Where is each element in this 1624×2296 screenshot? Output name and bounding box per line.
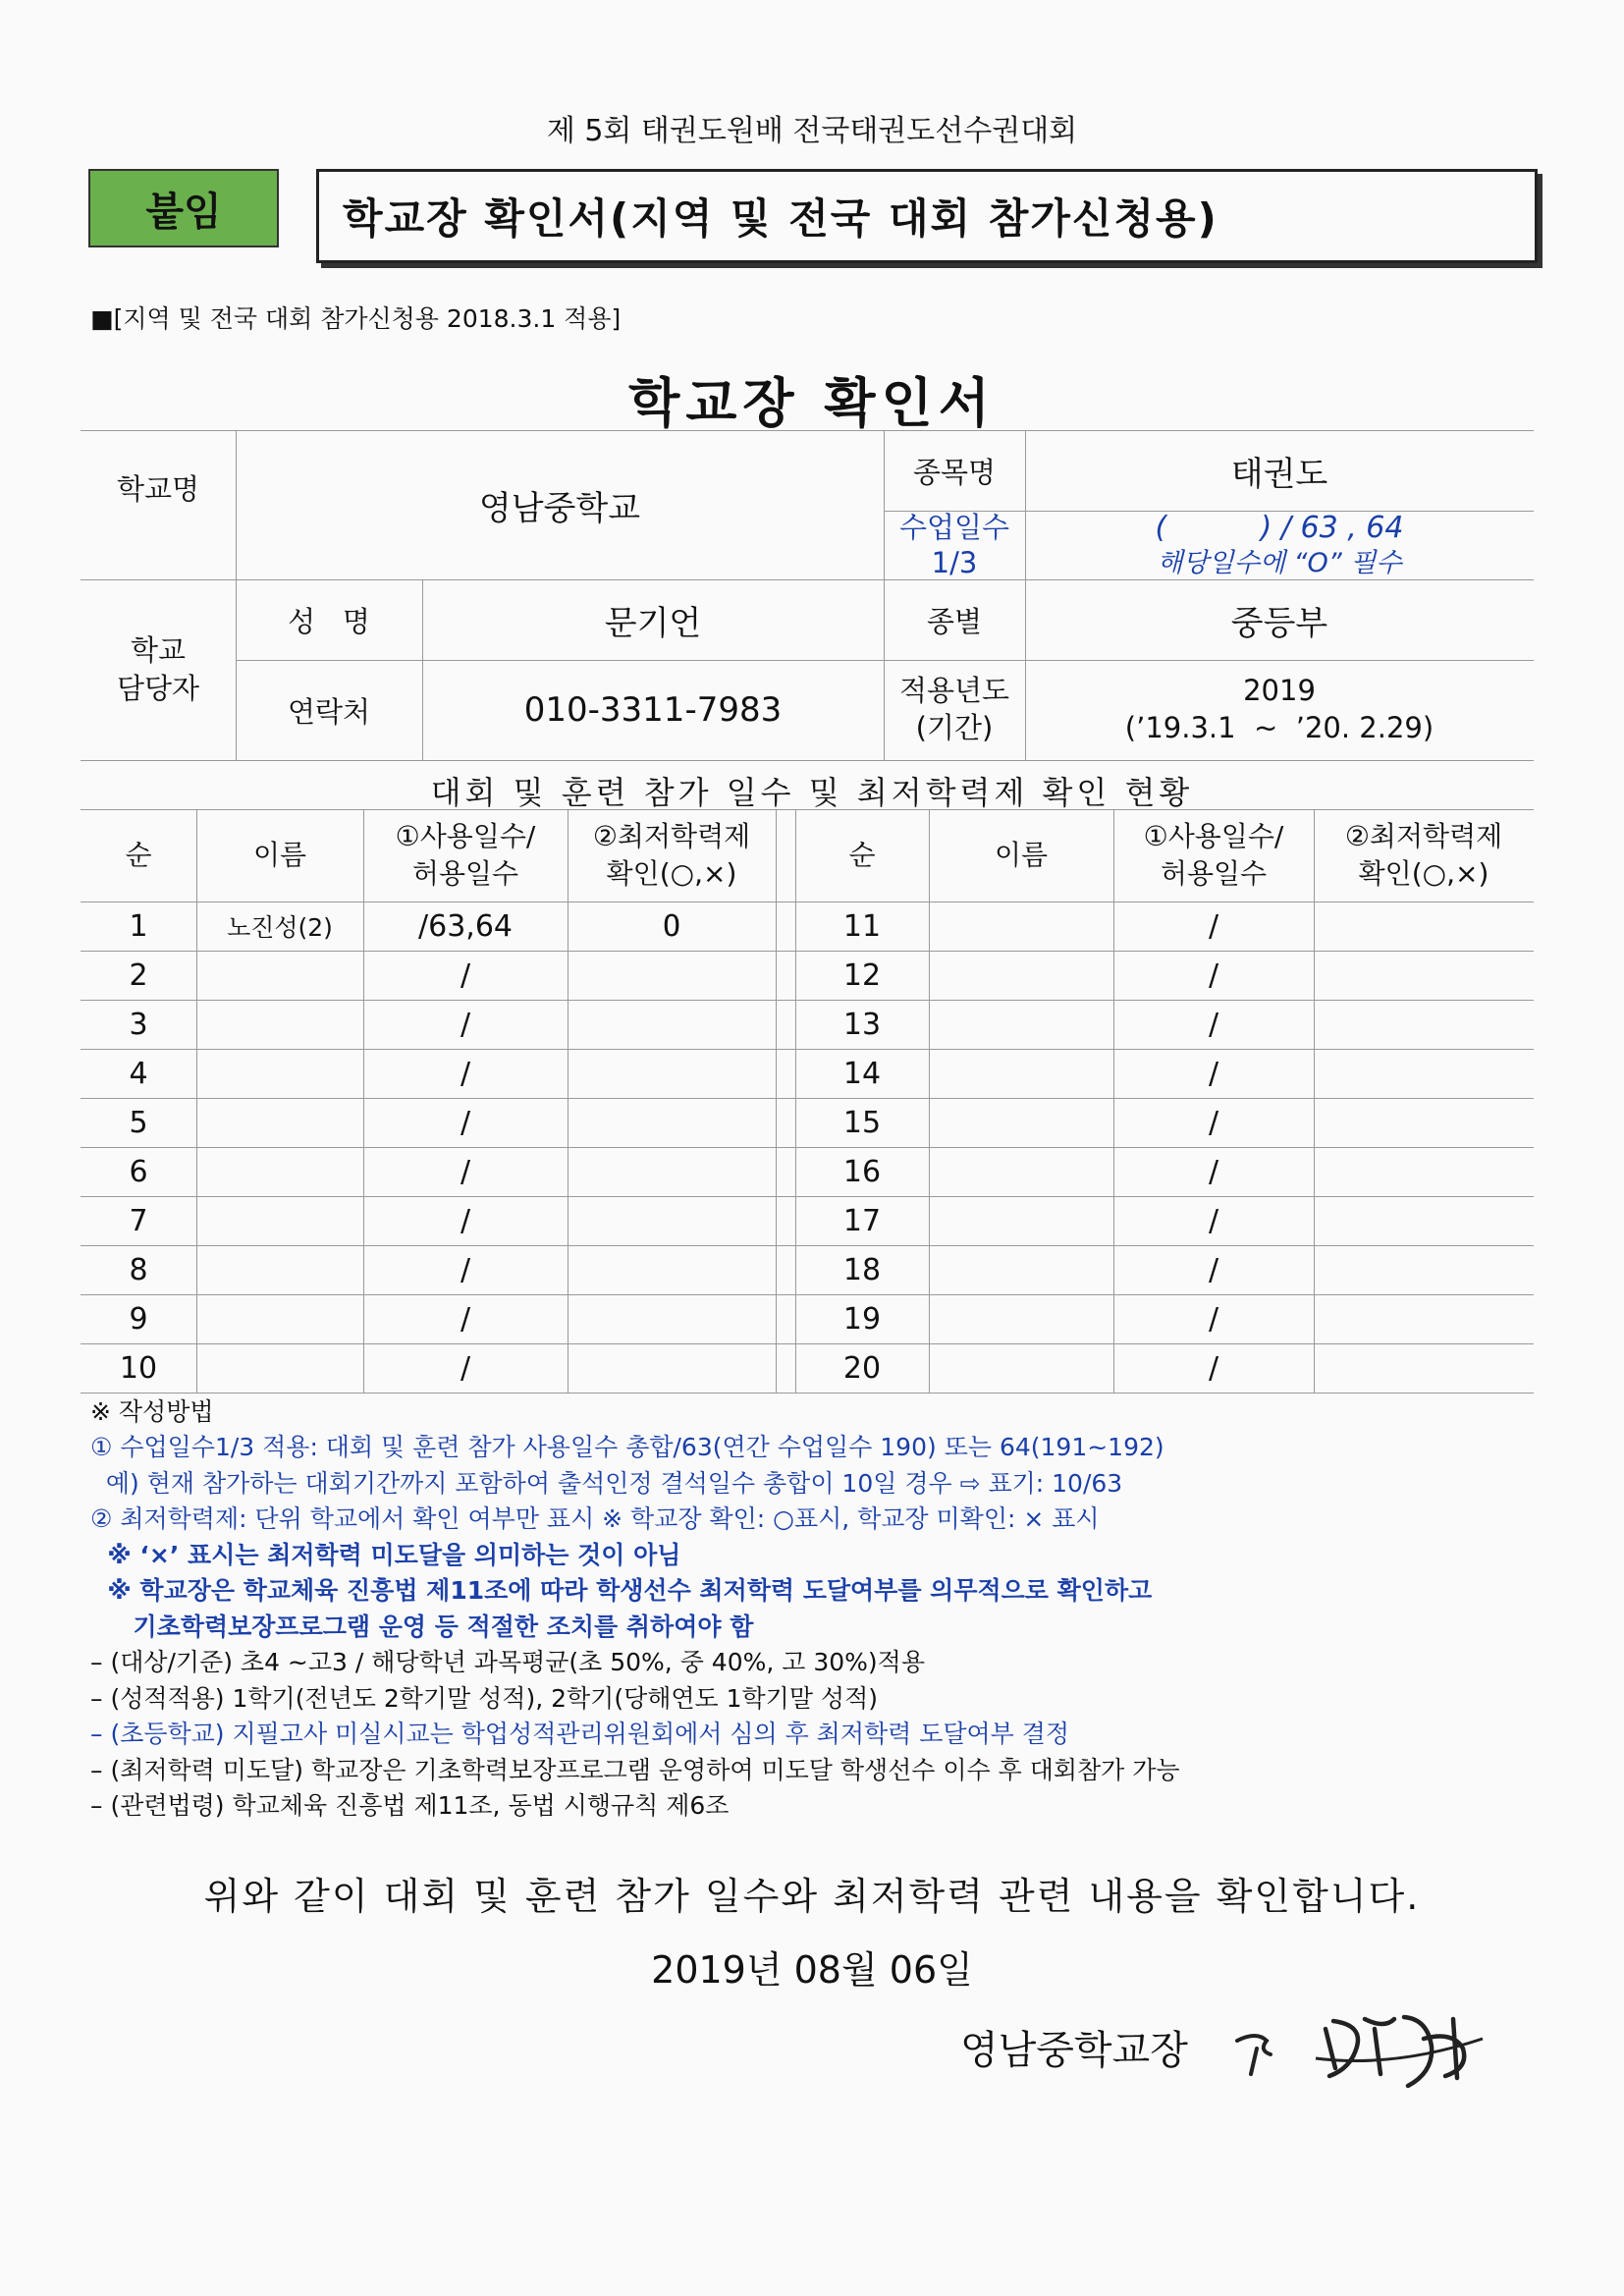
manager-name: 문기언 — [604, 603, 702, 643]
contact-phone: 010-3311-7983 — [523, 690, 783, 730]
contact-label: 연락처 — [287, 694, 371, 729]
principal-title: 영남중학교장 — [960, 2028, 1188, 2073]
instruction-line: ① 수업일수1/3 적용: 대회 및 훈련 참가 사용일수 총합/63(연간 수업일수 190) 또는 64(191~192) — [90, 1433, 1164, 1461]
year-label-line2: (기간) — [915, 711, 994, 744]
manager-label-line2: 담당자 — [116, 672, 200, 705]
col-header-no-right: 순 — [848, 839, 876, 872]
right-row-days-cell: / — [1208, 908, 1219, 944]
right-row-name-cell — [929, 1098, 1113, 1147]
col-header-name-left: 이름 — [252, 839, 307, 872]
confirmation-statement: 위와 같이 대회 및 훈련 참가 일수와 최저학력 관련 내용을 확인합니다. — [203, 1875, 1421, 1918]
sport-label: 종목명 — [912, 455, 997, 489]
division: 중등부 — [1230, 603, 1328, 643]
right-row-name-cell — [929, 1000, 1113, 1049]
left-row-mark-cell — [568, 951, 776, 1000]
left-row-no-cell: 1 — [129, 908, 148, 944]
left-row-no-cell: 6 — [129, 1154, 148, 1189]
left-row-name-cell — [196, 1147, 363, 1196]
left-row-days-cell: / — [460, 1056, 471, 1091]
right-row-days-cell: / — [1208, 1154, 1219, 1189]
principal-seal-signature — [1218, 1999, 1512, 2088]
instruction-line: – (대상/기준) 초4 ~고3 / 해당학년 과목평균(초 50%, 중 40%, 고 30%)적용 — [90, 1648, 925, 1676]
left-row-mark-cell — [568, 1294, 776, 1343]
right-row-no-cell: 17 — [842, 1203, 882, 1238]
right-row-mark-cell — [1314, 1343, 1534, 1393]
sport: 태권도 — [1230, 454, 1328, 494]
right-row-no-cell: 13 — [842, 1007, 882, 1042]
col-header-days-right — [1113, 809, 1314, 902]
right-row-no-cell: 14 — [842, 1056, 882, 1091]
right-row-mark-cell — [1314, 1147, 1534, 1196]
right-row-days-cell: / — [1208, 957, 1219, 993]
left-row-name-cell — [196, 951, 363, 1000]
attachment-badge: 붙임 — [88, 169, 279, 247]
right-row-no-cell: 19 — [842, 1301, 882, 1337]
col-header-acad-right — [1314, 809, 1534, 902]
left-row-days-cell: / — [460, 1105, 471, 1140]
class-days-label — [884, 511, 1025, 579]
left-row-days-cell: / — [460, 1252, 471, 1287]
left-row-mark-cell — [568, 1000, 776, 1049]
left-row-no-cell: 10 — [119, 1350, 158, 1386]
col-header-acad-right-line1: ②최저학력제 — [1344, 820, 1503, 853]
left-row-no-cell: 9 — [129, 1301, 148, 1337]
right-row-name-cell — [929, 1196, 1113, 1245]
left-row-days-cell: / — [460, 1007, 471, 1042]
right-row-days-cell: / — [1208, 1350, 1219, 1386]
col-header-acad-left — [568, 809, 776, 902]
left-row-no-cell: 5 — [129, 1105, 148, 1140]
left-row-mark-cell — [568, 1147, 776, 1196]
col-header-days-left — [363, 809, 568, 902]
school-name-label: 학교명 — [116, 471, 200, 506]
col-header-days-left-line2: 허용일수 — [411, 857, 519, 890]
right-row-days-cell: / — [1208, 1252, 1219, 1287]
left-row-name-cell — [196, 1049, 363, 1098]
participation-section-title: 대회 및 훈련 참가 일수 및 최저학력제 확인 현황 — [430, 774, 1194, 811]
col-header-days-left-line1: ①사용일수/ — [395, 820, 536, 853]
right-row-mark-cell — [1314, 1049, 1534, 1098]
manager-label — [81, 579, 236, 760]
year-label-line1: 적용년도 — [898, 674, 1010, 708]
applied-year: 2019 — [1243, 674, 1316, 708]
left-row-name-cell — [196, 1098, 363, 1147]
left-row-mark-cell — [568, 1098, 776, 1147]
right-row-no-cell: 18 — [842, 1252, 882, 1287]
col-header-days-right-line2: 허용일수 — [1160, 857, 1268, 890]
right-row-days-cell: / — [1208, 1203, 1219, 1238]
left-row-days-cell: / — [460, 1301, 471, 1337]
left-row-name-cell: 노진성(2) — [227, 913, 333, 942]
right-row-name-cell — [929, 902, 1113, 951]
school-name: 영남중학교 — [478, 488, 641, 528]
right-row-mark-cell — [1314, 951, 1534, 1000]
left-row-name-cell — [196, 1000, 363, 1049]
col-header-acad-right-line2: 확인(○,×) — [1358, 857, 1489, 890]
table-top-rule — [81, 809, 1534, 810]
right-row-no-cell: 15 — [842, 1105, 882, 1140]
right-row-mark-cell — [1314, 1245, 1534, 1294]
col-header-name-right: 이름 — [994, 839, 1049, 872]
right-row-no-cell: 16 — [842, 1154, 882, 1189]
instruction-line: ※ 학교장은 학교체육 진흥법 제11조에 따라 학생선수 최저학력 도달여부를 의무적으로 확인하고 — [90, 1576, 1153, 1605]
instruction-line: – (초등학교) 지필고사 미실시교는 학업성적관리위원회에서 심의 후 최저학력 도달여부 결정 — [90, 1720, 1070, 1748]
right-row-days-cell: / — [1208, 1105, 1219, 1140]
left-row-days-cell: /63,64 — [418, 908, 513, 944]
event-title: 제 5회 태권도원배 전국태권도선수권대회 — [546, 114, 1078, 148]
right-row-name-cell — [929, 1343, 1113, 1393]
instruction-line: – (성적적용) 1학기(전년도 2학기말 성적), 2학기(당해연도 1학기말 성적) — [90, 1683, 878, 1713]
name-label: 성 명 — [288, 604, 370, 638]
left-row-name-cell — [196, 1245, 363, 1294]
instruction-line: ② 최저학력제: 단위 학교에서 확인 여부만 표시 ※ 학교장 확인: ○표시, 학교장 미확인: × 표시 — [90, 1504, 1100, 1533]
division-label: 종별 — [926, 604, 983, 638]
right-row-mark-cell — [1314, 1196, 1534, 1245]
col-header-no-left: 순 — [125, 839, 152, 872]
class-days-value: ( ) / 63 , 64 — [1155, 511, 1404, 546]
participation-table — [81, 809, 1534, 1393]
instruction-line: ※ ‘×’ 표시는 최저학력 미도달을 의미하는 것이 아님 — [90, 1540, 681, 1569]
col-header-acad-left-line2: 확인(○,×) — [606, 857, 737, 890]
right-row-mark-cell — [1314, 1098, 1534, 1147]
right-row-mark-cell — [1314, 902, 1534, 951]
year-cell — [1025, 660, 1534, 760]
right-row-no-cell: 20 — [842, 1350, 882, 1386]
issue-date: 2019년 08월 06일 — [651, 1948, 973, 1992]
left-row-days-cell: / — [460, 1154, 471, 1189]
left-row-name-cell — [196, 1196, 363, 1245]
col-header-days-right-line1: ①사용일수/ — [1143, 820, 1284, 853]
manager-label-line1: 학교 — [130, 632, 187, 667]
left-row-mark-cell — [568, 1245, 776, 1294]
right-row-days-cell: / — [1208, 1056, 1219, 1091]
left-row-mark-cell — [568, 1049, 776, 1098]
left-row-no-cell: 7 — [129, 1203, 148, 1238]
left-row-name-cell — [196, 1343, 363, 1393]
left-row-days-cell: / — [460, 1350, 471, 1386]
right-row-name-cell — [929, 951, 1113, 1000]
applicability-note: ■[지역 및 전국 대회 참가신청용 2018.3.1 적용] — [90, 304, 622, 333]
left-row-no-cell: 3 — [129, 1007, 148, 1042]
right-row-mark-cell — [1314, 1294, 1534, 1343]
class-days-label-line2: 1/3 — [931, 546, 978, 579]
left-row-mark-cell: O — [662, 908, 681, 944]
document-title: 학교장 확인서 — [628, 372, 996, 434]
instruction-line: – (최저학력 미도달) 학교장은 기초학력보장프로그램 운영하여 미도달 학생선수 이수 후 대회참가 가능 — [90, 1755, 1180, 1784]
right-row-name-cell — [929, 1147, 1113, 1196]
right-row-days-cell: / — [1208, 1301, 1219, 1337]
left-row-no-cell: 4 — [129, 1056, 148, 1091]
right-row-no-cell: 12 — [842, 957, 882, 993]
instruction-line: 기초학력보장프로그램 운영 등 적절한 조치를 취하여야 함 — [90, 1612, 754, 1641]
right-row-days-cell: / — [1208, 1007, 1219, 1042]
right-row-name-cell — [929, 1245, 1113, 1294]
left-row-days-cell: / — [460, 957, 471, 993]
class-days-note: 해당일수에 “O” 필수 — [1157, 547, 1402, 578]
left-row-name-cell — [196, 1294, 363, 1343]
instructions-title: ※ 작성방법 — [90, 1397, 214, 1426]
table-column-rule — [776, 809, 777, 1393]
left-row-days-cell: / — [460, 1203, 471, 1238]
class-days-cell — [1025, 511, 1534, 579]
right-row-no-cell: 11 — [842, 908, 882, 944]
right-row-mark-cell — [1314, 1000, 1534, 1049]
right-row-name-cell — [929, 1294, 1113, 1343]
instruction-line: 예) 현재 참가하는 대회기간까지 포함하여 출석인정 결석일수 총합이 10일 경우 ⇨ 표기: 10/63 — [90, 1468, 1123, 1498]
table-row-rule — [81, 1393, 1534, 1394]
right-row-name-cell — [929, 1049, 1113, 1098]
info-table — [81, 430, 1534, 760]
left-row-mark-cell — [568, 1196, 776, 1245]
class-days-label-line1: 수업일수 — [898, 510, 1010, 544]
left-row-no-cell: 2 — [129, 957, 148, 993]
applied-period: (’19.3.1 ~ ’20. 2.29) — [1124, 711, 1435, 744]
instruction-line: – (관련법령) 학교체육 진흥법 제11조, 동법 시행규칙 제6조 — [90, 1791, 730, 1820]
form-title: 학교장 확인서(지역 및 전국 대회 참가신청용) — [316, 169, 1538, 263]
year-label — [884, 660, 1025, 760]
left-row-mark-cell — [568, 1343, 776, 1393]
col-header-acad-left-line1: ②최저학력제 — [592, 820, 751, 853]
left-row-no-cell: 8 — [129, 1252, 148, 1287]
